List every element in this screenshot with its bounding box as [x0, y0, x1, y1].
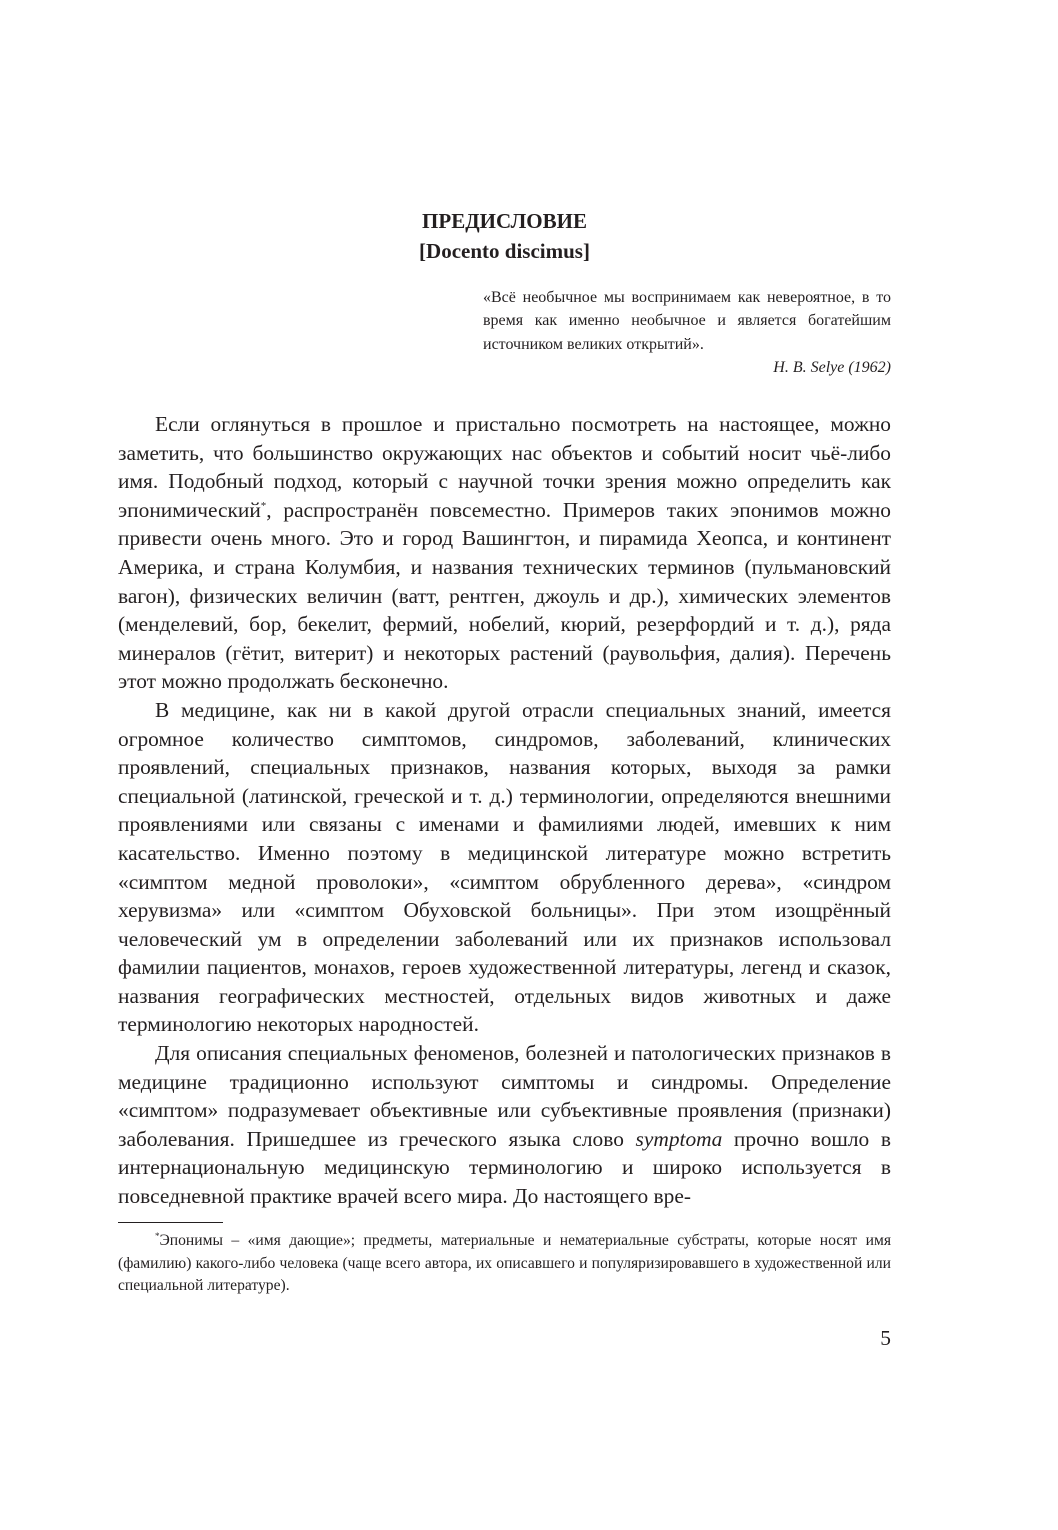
- book-page: [118, 0, 891, 1530]
- paragraph-1: [118, 410, 891, 696]
- chapter-title: ПРЕДИСЛОВИЕ: [422, 209, 587, 233]
- paragraph-1-start: Если оглянуться в прошлое и пристально посмотреть на настоящее, можно заметить, что большинство окружающих нас объектов и событий носит чьё-либо имя. Подобный подход, который с научной точки зрения можно определить как эпонимический: [118, 412, 891, 522]
- footnote-text: Эпонимы – «имя дающие»; предметы, материальные и нематериальные субстраты, которые носят имя (фамилию) какого-либо человека (чаще всего автора, их описавшего и популяризировавшего в художественной или специальной литературе).: [118, 1232, 891, 1295]
- chapter-subtitle: [Docento discimus]: [419, 239, 590, 263]
- paragraph-3-start: Для описания специальных феноменов, болезней и патологических признаков в медицине традиционно используют симптомы и синдромы. Определение «симптом» подразумевает объективные или субъективные проявления (признаки) заболевания. Пришедшее из греческого языка слово: [118, 1041, 891, 1151]
- footnote-reference: *: [260, 499, 267, 512]
- paragraph-1-end: , распространён повсеместно. Примеров таких эпонимов можно привести очень много. Это и город Вашингтон, и пирамида Хеопса, и континент Америка, и страна Колумбия, и названия технических терминов (пульмановский вагон), физических величин (ватт, рентген, джоуль и др.), химических элементов (менделевий, бор, бекелит, фермий, нобелий, кюрий, резерфордий и т. д.), ряда минералов (гётит, витерит) и некоторых растений (раувольфия, далия). Перечень этот можно продолжать бесконечно.: [118, 497, 891, 694]
- paragraph-3-end: прочно вошло в интернациональную медицинскую терминологию и широко используется в повседневной практике врачей всего мира. До настоящего вре-: [118, 1126, 891, 1209]
- epigraph-quote: «Всё необычное мы воспринимаем как невероятное, в то время как именно необычное и является богатейшим источником великих открытий».: [483, 289, 891, 353]
- body-text: [118, 410, 891, 1211]
- footnote: [118, 1230, 891, 1298]
- footnote-marker: *: [155, 1230, 160, 1241]
- page-number: 5: [880, 1326, 891, 1350]
- footnote-divider: [118, 1222, 223, 1223]
- chapter-heading: [118, 206, 891, 266]
- italic-term: symptoma: [635, 1126, 723, 1151]
- epigraph: [483, 286, 891, 379]
- epigraph-author: H. B. Selye (1962): [773, 358, 891, 376]
- paragraph-3: [118, 1039, 891, 1211]
- paragraph-2: В медицине, как ни в какой другой отрасли специальных знаний, имеется огромное количество симптомов, синдромов, заболеваний, клинических проявлений, специальных признаков, названия которых, выходя за рамки специальной (латинской, греческой и т. д.) терминологии, определяются внешними проявлениями или связаны с именами и фамилиями людей, имевших к ним касательство. Именно поэтому в медицинской литературе можно встретить «симптом медной проволоки», «симптом обрубленного дерева», «синдром херувизма» или «симптом Обуховской больницы». При этом изощрённый человеческий ум в определении заболеваний или их признаков использовал фамилии пациентов, монахов, героев художественной литературы, легенд и сказок, названия географических местностей, отдельных видов животных и даже терминологию некоторых народностей.: [118, 697, 891, 1037]
